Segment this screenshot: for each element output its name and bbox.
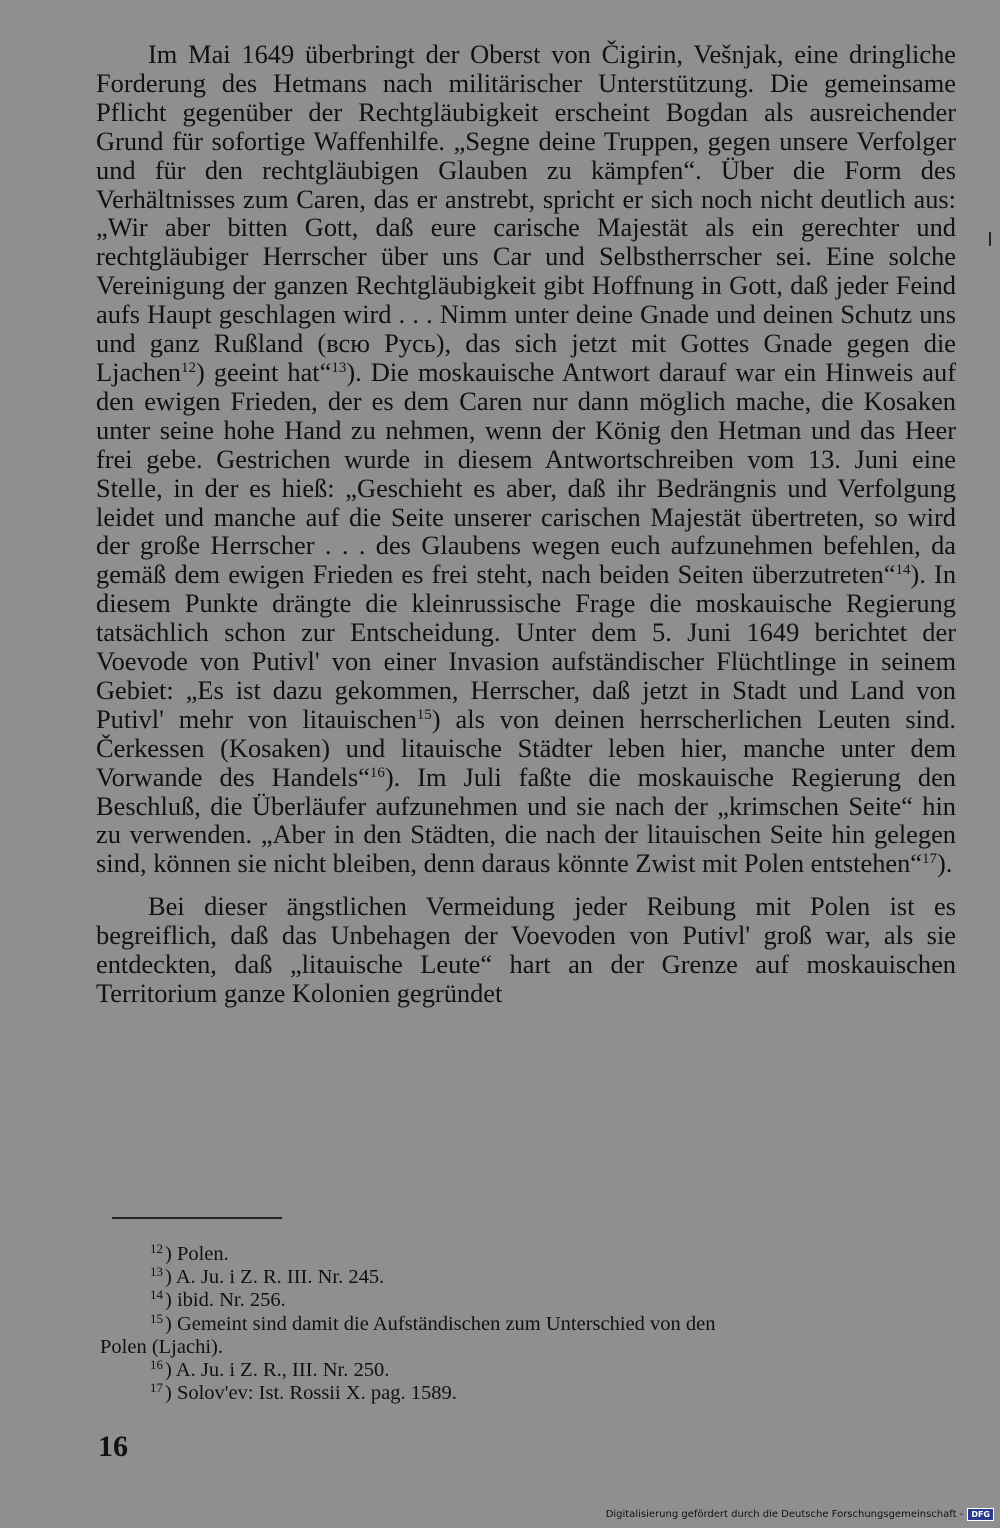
footnote-text: ) ibid. Nr. 256. [165,1289,286,1312]
text-segment: ). Im Juli faßte die moskauische Regierung den Beschluß, die Überläufer aufzunehmen und sie nach der „krimschen Seite“ hin zu verwenden. „Aber in den Städten, die nach der litauischen Seite hin gelegen sind, können sie nicht bleiben, denn daraus könnte Zwist mit Polen entstehen“ [96,761,956,879]
footnotes [100,1243,960,1405]
text-segment: ). [937,848,953,879]
footnote-continuation: Polen (Ljachi). [100,1335,223,1358]
footnote [100,1382,960,1405]
footnote-number: 17 [150,1380,163,1396]
paragraph [96,40,956,878]
footnote [100,1266,960,1289]
footnote-reference: 12 [180,359,196,376]
footnote-number: 13 [150,1264,163,1280]
footnote-reference: 15 [416,706,432,723]
footnote-number: 14 [150,1287,163,1303]
text-segment: ). In diesem Punkte drängte die kleinrussische Frage die moskauische Regierung tatsächlich schon zur Entscheidung. Unter dem 5. Juni 1649 berichtet der Voevode von Putivl' von einer Invasion aufständischer Flüchtlinge in seinem Gebiet: „Es ist dazu gekommen, Herrscher, daß jetzt in Stadt und Land von Putivl' mehr von litauischen [96,559,957,734]
text-segment: Im Mai 1649 überbringt der Oberst von Čigirin, Vešnjak, eine dringliche Forderung des Hetmans nach militärischer Unterstützung. Die gemeinsame Pflicht gegenüber der Rechtgläubigkeit erscheint Bogdan als ausreichender Grund für sofortige Waffenhilfe. „Segne deine Truppen, gegen unsere Verfolger und für den rechtgläubigen Glauben zu kämpfen“. Über die Form des Verhältnisses zum Caren, das er anstrebt, spricht er sich noch nicht deutlich aus: „Wir aber bitten Gott, daß eure carische Majestät als ein gerechter und rechtgläubiger Herrscher über uns Car und Selbstherrscher sei. Eine solche Vereinigung der ganzen Rechtgläubigkeit gibt Hoffnung in Gott, daß jeder Feind aufs Haupt geschlagen wird . . . Nimm unter deine Gnade und deinen Schutz uns und ganz Rußland (всю Русь), das sich jetzt mit Gottes Gnade gegen die Ljachen [96,39,956,387]
scan-edge-mark [989,232,991,246]
footnote-separator [112,1217,282,1219]
footnote-reference: 14 [895,562,911,579]
footnote-text: ) Gemeint sind damit die Aufständischen zum Unterschied von den [165,1312,716,1335]
footnote [100,1359,960,1382]
footnote-reference: 17 [922,851,938,868]
dfg-logo: DFG [967,1508,994,1521]
body-text [96,40,956,1008]
footnote-text: ) Solov'ev: Ist. Rossii X. pag. 1589. [165,1382,457,1405]
credit-text: Digitalisierung gefördert durch die Deutsche Forschungsgemeinschaft - [605,1509,964,1520]
footnote-text: ) Polen. [165,1243,229,1265]
text-segment: ). Die moskauische Antwort darauf war ein Hinweis auf den ewigen Frieden, der es dem Caren nur dann möglich mache, die Kosaken unter seine hohe Hand zu nehmen, wenn der König den Hetman und das Heer frei gebe. Gestrichen wurde in diesem Antwortschreiben vom 13. Juni eine Stelle, in der es hieß: „Geschieht es aber, daß ihr Bedrängnis und Verfolgung leidet und manche auf die Seite unserer carischen Majestät übertreten, so wird der große Herrscher . . . des Glaubens wegen euch aufzunehmen befehlen, da gemäß dem ewigen Frieden es frei steht, nach beiden Seiten überzutreten“ [96,356,957,590]
paragraph [96,892,956,1008]
footnote [100,1243,960,1266]
footnote-number: 12 [150,1241,163,1256]
text-segment: ) geeint hat“ [195,356,332,387]
footnote-number: 15 [150,1310,163,1326]
digitization-credit [606,1508,994,1521]
text-segment: Bei dieser ängstlichen Vermeidung jeder Reibung mit Polen ist es begreiflich, daß das Unbehagen der Voevoden von Putivl' groß war, als sie entdeckten, daß „litauische Leute“ hart an der Grenze auf moskauischen Territorium ganze Kolonien gegründet [96,891,956,1008]
page-number: 16 [98,1430,128,1463]
footnote-reference: 16 [369,764,385,781]
footnote [100,1289,960,1312]
footnote [100,1310,960,1359]
footnote-text: ) A. Ju. i Z. R., III. Nr. 250. [165,1359,390,1382]
footnote-reference: 13 [331,359,347,376]
footnote-text: ) A. Ju. i Z. R. III. Nr. 245. [165,1266,385,1289]
footnote-number: 16 [150,1357,163,1373]
text-segment: ) als von deinen herrscherlichen Leuten sind. Čerkessen (Kosaken) und litauische Städter leben hier, manche unter dem Vorwande des Handels“ [96,703,956,792]
